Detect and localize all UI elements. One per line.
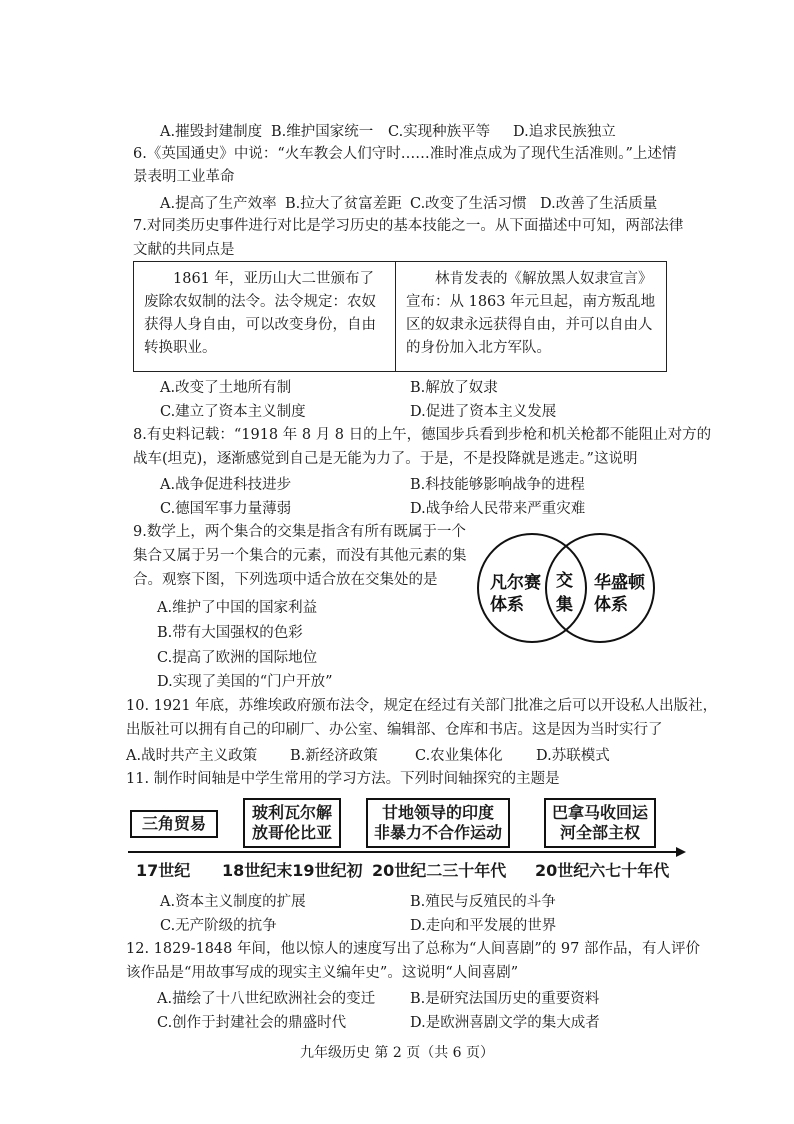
venn-center-label-2: 集 — [556, 595, 573, 615]
q7-table-left-cell: 1861 年，亚历山大二世颁布了废除农奴制的法令。法令规定：农奴获得人身自由，可以改变身份，自由转换职业。 — [134, 262, 396, 371]
q10-stem-line-1: 10. 1921 年底，苏维埃政府颁布法令，规定在经过有关部门批准之后可以开设私人出版社， — [126, 698, 718, 714]
venn-center-label-1: 交 — [556, 571, 573, 591]
q7-table-right-cell: 林肯发表的《解放黑人奴隶宣言》宣布：从 1863 年元旦起，南方叛乱地区的奴隶永远获得自由，并可以自由人的身份加入北方军队。 — [406, 271, 656, 356]
q7-option-d: D.促进了资本主义发展 — [410, 404, 557, 420]
q11-option-d: D.走向和平发展的世界 — [410, 918, 557, 934]
venn-left-label-1: 凡尔赛 — [490, 573, 541, 593]
q8-option-a: A.战争促进科技进步 — [160, 477, 292, 493]
q7-option-a: A.改变了土地所有制 — [160, 380, 292, 396]
venn-right-label-2: 体系 — [594, 595, 628, 615]
q5-option-a: A.摧毁封建制度 — [160, 124, 263, 140]
q7-option-b: B.解放了奴隶 — [410, 380, 498, 396]
venn-right-label-1: 华盛顿 — [594, 573, 645, 593]
timeline-box-3-line-2: 非暴力不合作运动 — [373, 823, 502, 842]
timeline-label-4: 20世纪六七十年代 — [535, 861, 670, 880]
q10-option-c: C.农业集体化 — [415, 748, 503, 764]
q10-option-b: B.新经济政策 — [290, 748, 378, 764]
q9-option-a: A.维护了中国的国家利益 — [157, 600, 318, 616]
q9-option-c: C.提高了欧洲的国际地位 — [157, 650, 318, 666]
timeline-box-2-line-2: 放哥伦比亚 — [251, 823, 332, 842]
timeline-box-3-line-1: 甘地领导的印度 — [381, 803, 494, 822]
q6-stem-line-1: 6.《英国通史》中说：“火车教会人们守时……准时准点成为了现代生活准则。”上述情 — [133, 146, 677, 162]
q8-option-c: C.德国军事力量薄弱 — [160, 501, 292, 517]
q12-option-d: D.是欧洲喜剧文学的集大成者 — [410, 1015, 600, 1031]
q11-option-a: A.资本主义制度的扩展 — [160, 894, 306, 910]
q12-stem-line-1: 12. 1829-1848 年间，他以惊人的速度写出了总称为“人间喜剧”的 97 部作品，有人评价 — [126, 941, 700, 957]
q5-option-b: B.维护国家统一 — [271, 124, 374, 140]
q10-stem-line-2: 出版社可以拥有自己的印刷厂、办公室、编辑部、仓库和书店。这是因为当时实行了 — [126, 722, 663, 738]
timeline-box-2-line-1: 玻利瓦尔解 — [251, 803, 332, 822]
q10-option-d: D.苏联模式 — [536, 748, 610, 764]
q11-stem: 11. 制作时间轴是中学生常用的学习方法。下列时间轴探究的主题是 — [126, 771, 560, 787]
q7-stem-line-1: 7.对同类历史事件进行对比是学习历史的基本技能之一。从下面描述中可知，两部法律 — [133, 218, 684, 234]
page-footer: 九年级历史 第 2 页（共 6 页） — [299, 1045, 495, 1061]
q9-stem-line-1: 9.数学上，两个集合的交集是指含有所有既属于一个 — [133, 524, 466, 540]
q11-option-c: C.无产阶级的抗争 — [160, 918, 277, 934]
timeline-box-1-text: 三角贸易 — [141, 814, 206, 833]
timeline-axis-arrow — [676, 847, 686, 857]
q6-option-d: D.改善了生活质量 — [540, 196, 658, 212]
q12-stem-line-2: 该作品是“用故事写成的现实主义编年史”。这说明“人间喜剧” — [126, 965, 519, 981]
q5-option-c: C.实现种族平等 — [388, 124, 491, 140]
q12-option-a: A.描绘了十八世纪欧洲社会的变迁 — [157, 991, 376, 1007]
q8-stem-line-1: 8.有史料记载：“1918 年 8 月 8 日的上午，德国步兵看到步枪和机关枪都不能阻止对方的 — [133, 427, 712, 443]
q9-option-d: D.实现了美国的“门户开放” — [157, 674, 333, 690]
q6-stem-line-2: 景表明工业革命 — [133, 169, 235, 185]
q11-option-b: B.殖民与反殖民的斗争 — [410, 894, 556, 910]
q10-option-a: A.战时共产主义政策 — [126, 748, 258, 764]
q6-option-b: B.拉大了贫富差距 — [285, 196, 402, 212]
q7-stem-line-2: 文献的共同点是 — [133, 242, 235, 258]
timeline-label-2: 18世纪末19世纪初 — [222, 861, 363, 880]
q5-option-d: D.追求民族独立 — [513, 124, 616, 140]
q8-stem-line-2: 战车(坦克)，逐渐感觉到自己是无能为力了。于是，不是投降就是逃走。”这说明 — [133, 451, 638, 467]
q6-option-a: A.提高了生产效率 — [160, 196, 277, 212]
q9-stem-line-2: 集合又属于另一个集合的元素，而没有其他元素的集 — [133, 548, 467, 564]
q12-option-b: B.是研究法国历史的重要资料 — [410, 991, 600, 1007]
timeline-label-1: 17世纪 — [136, 861, 191, 880]
venn-left-label-2: 体系 — [490, 595, 524, 615]
timeline-box-4-line-2: 河全部主权 — [559, 823, 640, 842]
q6-option-c: C.改变了生活习惯 — [410, 196, 527, 212]
q8-option-d: D.战争给人民带来严重灾难 — [410, 501, 586, 517]
q9-option-b: B.带有大国强权的色彩 — [157, 625, 303, 641]
timeline-label-3: 20世纪二三十年代 — [372, 861, 507, 880]
q12-option-c: C.创作于封建社会的鼎盛时代 — [157, 1015, 347, 1031]
timeline-box-4-line-1: 巴拿马收回运 — [551, 803, 648, 822]
q7-option-c: C.建立了资本主义制度 — [160, 404, 306, 420]
q8-option-b: B.科技能够影响战争的进程 — [410, 477, 585, 493]
q9-stem-line-3: 合。观察下图，下列选项中适合放在交集处的是 — [133, 572, 438, 588]
